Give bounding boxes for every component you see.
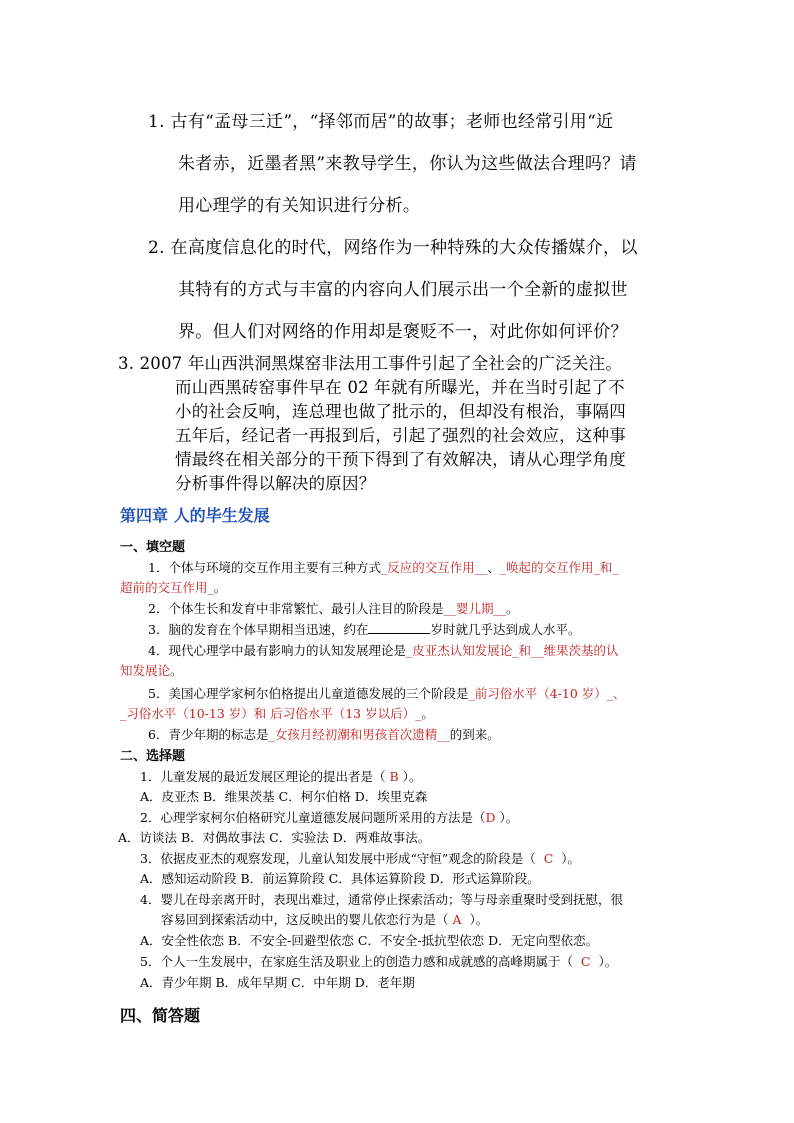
essay-q3-line1: 3. 2007 年山西洪洞黑煤窑非法用工事件引起了全社会的广泛关注。 xyxy=(118,354,623,373)
fill-item-1-sep: 、 xyxy=(487,560,500,575)
fill-item-2 xyxy=(148,599,519,617)
choice-q3-end: ）。 xyxy=(561,851,580,866)
choice-q1-text: 1．儿童发展的最近发展区理论的提出者是（ xyxy=(140,769,386,784)
essay-q1-line1: 1. 古有“孟母三迁”，“择邻而居”的故事；老师也经常引用“近 xyxy=(148,112,614,132)
chapter-title: 第四章 人的毕生发展 xyxy=(120,506,270,525)
fill-item-6 xyxy=(148,725,500,743)
choice-q5-options: A．青少年期 B．成年早期 C．中年期 D．老年期 xyxy=(140,975,415,990)
essay-q1-line2: 朱者赤，近墨者黑”来教导学生，你认为这些做法合理吗？请 xyxy=(178,154,637,174)
fill-item-1-answer-1: _反应的交互作用__ xyxy=(380,560,488,575)
choice-q2 xyxy=(140,808,518,826)
essay-q2-line1: 2. 在高度信息化的时代，网络作为一种特殊的大众传播媒介，以 xyxy=(148,238,638,258)
choice-q5 xyxy=(140,952,617,970)
choice-q5-end: ）。 xyxy=(598,954,618,969)
fill-item-4-answer-1: _皮亚杰认知发展论_和__维果茨基的认 xyxy=(405,643,619,658)
fill-item-3 xyxy=(148,620,580,638)
fill-item-5-end: 。 xyxy=(421,706,434,721)
choice-q4: 4．婴儿在母亲离开时，表现出难过，通常停止探索活动；等与母亲重聚时受到抚慰，很 xyxy=(140,892,623,907)
choice-q2-options: A．访谈法 B．对偶故事法 C．实验法 D．两难故事法。 xyxy=(118,830,431,845)
choice-q4-text: 容易回到探索活动中，这反映出的婴儿依恋行为是（ xyxy=(161,912,449,927)
choice-q1 xyxy=(140,767,421,785)
fill-item-4-text: 4．现代心理学中最有影响力的认知发展理论是 xyxy=(148,643,406,658)
fill-item-2-end: 。 xyxy=(505,601,519,616)
fill-item-5 xyxy=(148,684,626,702)
essay-q2-line3: 界。但人们对网络的作用却是褒贬不一，对此你如何评价？ xyxy=(178,322,628,342)
essay-q3-line2: 而山西黑砖窑事件早在 02 年就有所曝光，并在当时引起了不 xyxy=(175,378,625,397)
fill-item-1-cont xyxy=(120,578,226,596)
fill-item-2-answer: __婴儿期__ xyxy=(443,601,506,616)
fill-item-2-text: 2．个体生长和发育中非常繁忙、最引人注目的阶段是 xyxy=(148,601,444,616)
choice-q3-options: A．感知运动阶段 B．前运算阶段 C．具体运算阶段 D．形式运算阶段。 xyxy=(140,871,540,886)
choice-q1-options: A．皮亚杰 B．维果茨基 C．柯尔伯格 D．埃里克森 xyxy=(140,789,428,804)
choice-q1-end: ）。 xyxy=(402,769,422,784)
short-answer-heading: 四、简答题 xyxy=(120,1006,201,1025)
fill-item-5-text: 5．美国心理学家柯尔伯格提出儿童道德发展的三个阶段是 xyxy=(148,686,469,701)
fill-item-1-text: 1．个体与环境的交互作用主要有三种方式 xyxy=(148,560,381,575)
fill-item-3-blank xyxy=(368,621,430,634)
essay-q3-line3: 小的社会反响，连总理也做了批示的，但却没有根治，事隔四 xyxy=(175,402,626,421)
essay-q3-line4: 五年后，经记者一再报到后，引起了强烈的社会效应，这种事 xyxy=(175,426,626,445)
fill-item-5-cont xyxy=(120,704,434,722)
fill-item-1-end: 。 xyxy=(213,580,227,595)
fill-item-1-answer-2: _唤起的交互作用_和_ xyxy=(499,560,619,575)
choice-q4-options: A．安全性依恋 B．不安全-回避型依恋 C．不安全-抵抗型依恋 D．无定向型依恋。 xyxy=(140,933,599,948)
fill-heading: 一、填空题 xyxy=(120,540,186,555)
choice-q2-end: ）。 xyxy=(499,810,519,825)
fill-item-4-end: 。 xyxy=(170,663,183,678)
fill-item-4 xyxy=(148,641,618,659)
choice-q3-text: 3．依据皮亚杰的观察发现，儿童认知发展中形成“守恒”观念的阶段是（ xyxy=(140,851,536,866)
essay-q3-line6: 分析事件得以解决的原因？ xyxy=(175,474,376,493)
fill-item-4-answer-2: 知发展论 xyxy=(120,663,171,678)
fill-item-6-end: 的到来。 xyxy=(449,727,500,742)
fill-item-5-answer-1: _前习俗水平（4-10 岁）_、 xyxy=(468,686,626,701)
fill-item-5-answer-2: _习俗水平（10-13 岁）和 后习俗水平（13 岁以后）_ xyxy=(120,706,422,721)
essay-q1-line3: 用心理学的有关知识进行分析。 xyxy=(178,196,421,216)
fill-item-1-answer-3: 超前的交互作用_ xyxy=(120,580,214,595)
choice-q1-answer: B xyxy=(389,769,399,784)
choice-q4-answer: A xyxy=(452,912,462,927)
choice-q3-answer: C xyxy=(543,851,554,866)
fill-item-1 xyxy=(148,558,619,576)
choice-q5-text: 5．个人一生发展中，在家庭生活及职业上的创造力感和成就感的高峰期属于（ xyxy=(140,954,573,969)
choice-q2-text: 2．心理学家柯尔伯格研究儿童道德发展问题所采用的方法是（ xyxy=(140,810,486,825)
choice-q4-cont xyxy=(161,910,488,928)
choice-q3 xyxy=(140,849,580,867)
fill-item-6-answer: _女孩月经初潮和男孩首次遗精__ xyxy=(268,727,450,742)
essay-q3-line5: 情最终在相关部分的干预下得到了有效解决，请从心理学角度 xyxy=(175,450,626,469)
choice-q5-answer: C xyxy=(580,954,591,969)
fill-item-6-text: 6．青少年期的标志是 xyxy=(148,727,269,742)
fill-item-3-post: 岁时就几乎达到成人水平。 xyxy=(430,622,581,637)
fill-item-3-text: 3．脑的发育在个体早期相当迅速，约在 xyxy=(148,622,369,637)
essay-q2-line2: 其特有的方式与丰富的内容向人们展示出一个全新的虚拟世 xyxy=(178,280,628,300)
choice-heading: 二、选择题 xyxy=(120,749,186,764)
fill-item-4-cont xyxy=(120,661,183,679)
choice-q4-end: ）。 xyxy=(469,912,489,927)
choice-q2-answer: D xyxy=(485,810,496,825)
